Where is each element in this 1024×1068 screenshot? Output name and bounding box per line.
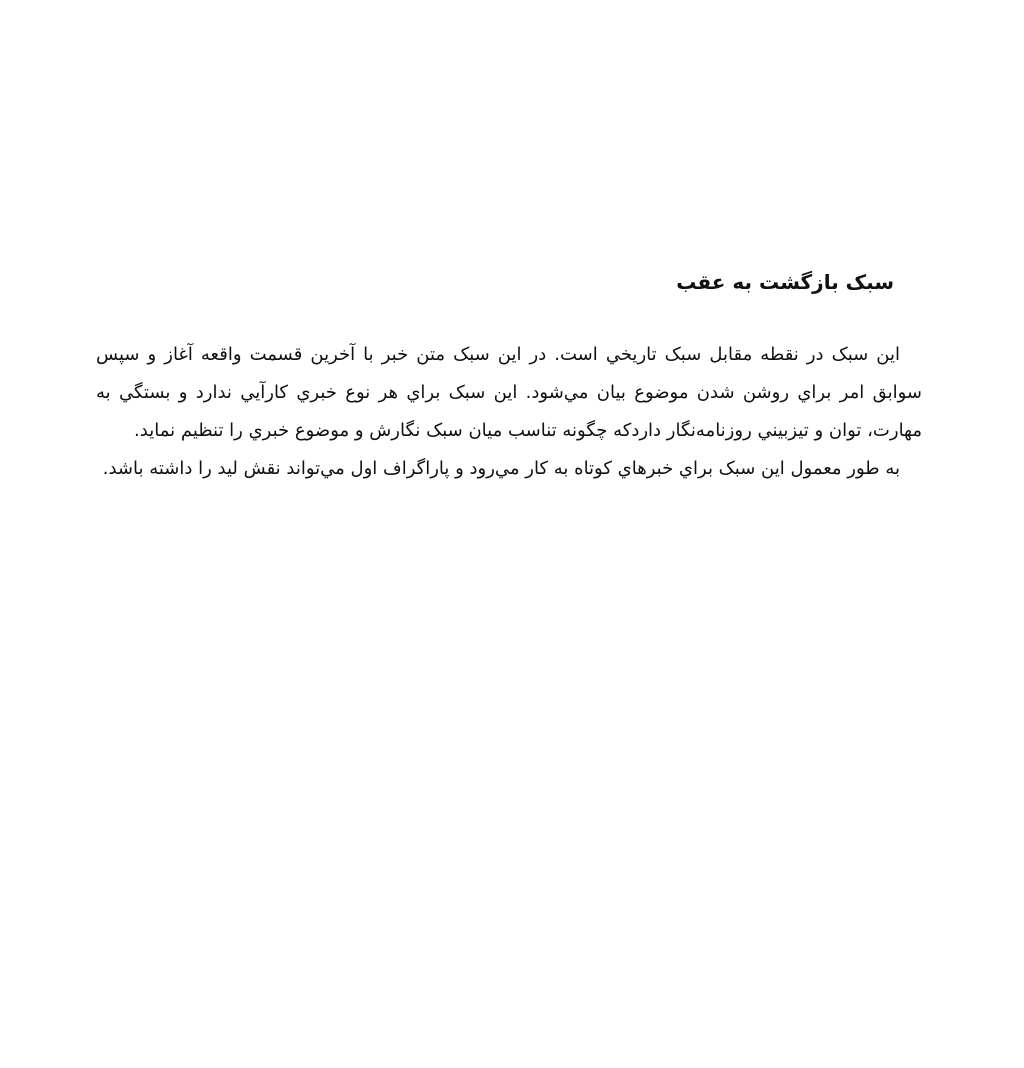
article-paragraph-1: اين سبک در نقطه مقابل سبک تاريخي است. در اين سبک متن خبر با آخرين قسمت واقعه آغاز و سپس سوابق امر براي روشن شدن موضوع بيان مي‌شود. اين سبک براي هر نوع خبري کارآيي ندارد و بستگي به مهارت، توان و تيزبيني روزنامه‌نگار داردکه چگونه تناسب ميان سبک نگارش و موضوع خبري را تنظيم نمايد.: [96, 344, 922, 441]
title-spacer: [96, 302, 922, 336]
article: [96, 262, 922, 488]
article-paragraph-2: به طور معمول اين سبک براي خبرهاي کوتاه به کار مي‌رود و پاراگراف اول مي‌تواند نقش ليد را داشته باشد.: [102, 458, 900, 479]
article-title: سبک بازگشت به عقب: [676, 270, 894, 294]
